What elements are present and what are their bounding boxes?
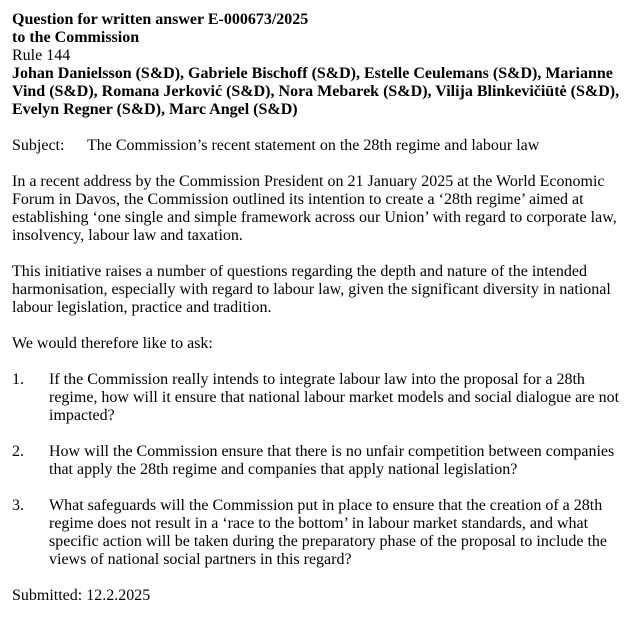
question-item	[12, 443, 626, 479]
question-number: 2.	[12, 443, 24, 460]
question-title: Question for written answer E-000673/2025	[12, 11, 309, 28]
question-addressee: to the Commission	[12, 29, 140, 46]
question-text: How will the Commission ensure that there is no unfair competition between companies that apply the 28th regime and companies that apply national legislation?	[49, 443, 615, 478]
question-number: 3.	[12, 497, 24, 514]
subject-text: The Commission’s recent statement on the 28th regime and labour law	[87, 137, 540, 154]
question-item	[12, 371, 626, 425]
question-text: What safeguards will the Commission put in place to ensure that the creation of a 28th regime does not result in a ‘race to the bottom’ in labour market standards, and what specific action will be taken during the preparatory phase of the proposal to include the views of national social partners in this regard?	[49, 497, 608, 568]
subject-label: Subject:	[12, 137, 65, 154]
question-item	[12, 497, 626, 569]
rule-reference: Rule 144	[12, 47, 71, 64]
submitted-date: Submitted: 12.2.2025	[12, 587, 151, 604]
question-number: 1.	[12, 371, 24, 388]
questions-list	[12, 371, 626, 569]
subject-line	[12, 137, 626, 155]
authors-list: Johan Danielsson (S&D), Gabriele Bischoff (S&D), Estelle Ceulemans (S&D), Marianne Vind (S&D), Romana Jerković (S&D), Nora Mebarek (S&D), Vilija Blinkevičiūtė (S&D), Evelyn Regner (S&D), Marc Angel (S&D)	[12, 65, 620, 118]
intro-paragraph: In a recent address by the Commission President on 21 January 2025 at the World Economic Forum in Davos, the Commission outlined its intention to create a ‘28th regime’ aimed at establishing ‘one single and simple framework across our Union’ with regard to corporate law, insolvency, labour law and taxation.	[12, 173, 617, 244]
question-text: If the Commission really intends to integrate labour law into the proposal for a 28th regime, how will it ensure that national labour market models and social dialogue are not impacted?	[49, 371, 620, 424]
document-page	[12, 11, 626, 605]
ask-paragraph: We would therefore like to ask:	[12, 335, 213, 352]
context-paragraph: This initiative raises a number of questions regarding the depth and nature of the intended harmonisation, especially with regard to labour law, given the significant diversity in national labour legislation, practice and tradition.	[12, 263, 611, 316]
document-header	[12, 11, 626, 119]
